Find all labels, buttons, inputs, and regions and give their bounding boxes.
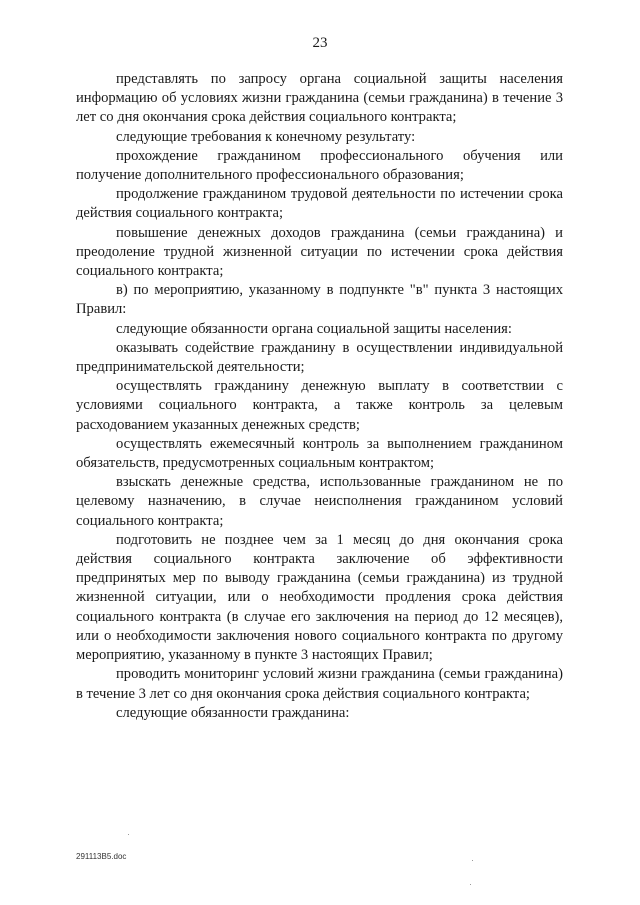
footer-file-name: 291113B5.doc <box>76 852 127 861</box>
scan-speck <box>128 834 129 835</box>
paragraph-5: повышение денежных доходов гражданина (семьи гражданина) и преодоление трудной жизненной ситуации по истечении срока действия социального контракта; <box>76 224 563 280</box>
scan-speck <box>472 860 473 861</box>
paragraph-14: следующие обязанности гражданина: <box>116 704 350 721</box>
paragraph-12: подготовить не позднее чем за 1 месяц до дня окончания срока действия социального контракта заключение об эффективности предпринятых мер по выводу гражданина (семьи гражданина) из трудной жизненной ситуации, или о необходимости продления срока действия социального контракта (в случае его заключения на период до 12 месяцев), или о необходимости заключения нового социального контракта по другому мероприятию, указанному в пункте 3 настоящих Правил; <box>76 531 563 664</box>
paragraph-9: осуществлять гражданину денежную выплату в соответствии с условиями социального контракта, а также контроль за целевым расходованием указанных денежных средств; <box>76 378 563 433</box>
paragraph-11: взыскать денежные средства, использованные гражданином не по целевому назначению, в случае неисполнения гражданином условий социального контракта; <box>76 474 563 529</box>
paragraph-8: оказывать содействие гражданину в осуществлении индивидуальной предпринимательской деятельности; <box>76 339 563 376</box>
paragraph-4: продолжение гражданином трудовой деятельности по истечении срока действия социального контракта; <box>76 186 563 222</box>
document-body <box>76 70 563 723</box>
paragraph-1: представлять по запросу органа социальной защиты населения информацию об условиях жизни гражданина (семьи гражданина) в течение 3 лет со дня окончания срока действия социального контракта; <box>76 71 563 126</box>
paragraph-6: в) по мероприятию, указанному в подпункте "в" пункта 3 настоящих Правил: <box>76 282 563 318</box>
scan-speck <box>470 884 471 885</box>
paragraph-13: проводить мониторинг условий жизни гражданина (семьи гражданина) в течение 3 лет со дня окончания срока действия социального контракта; <box>76 666 563 702</box>
paragraph-10: осуществлять ежемесячный контроль за выполнением гражданином обязательств, предусмотренных социальным контрактом; <box>76 435 563 472</box>
paragraph-2: следующие требования к конечному результату: <box>116 128 416 145</box>
page-number: 23 <box>312 35 328 51</box>
paragraph-7: следующие обязанности органа социальной защиты населения: <box>116 320 512 337</box>
paragraph-3: прохождение гражданином профессионального обучения или получение дополнительного профессионального образования; <box>76 147 563 184</box>
